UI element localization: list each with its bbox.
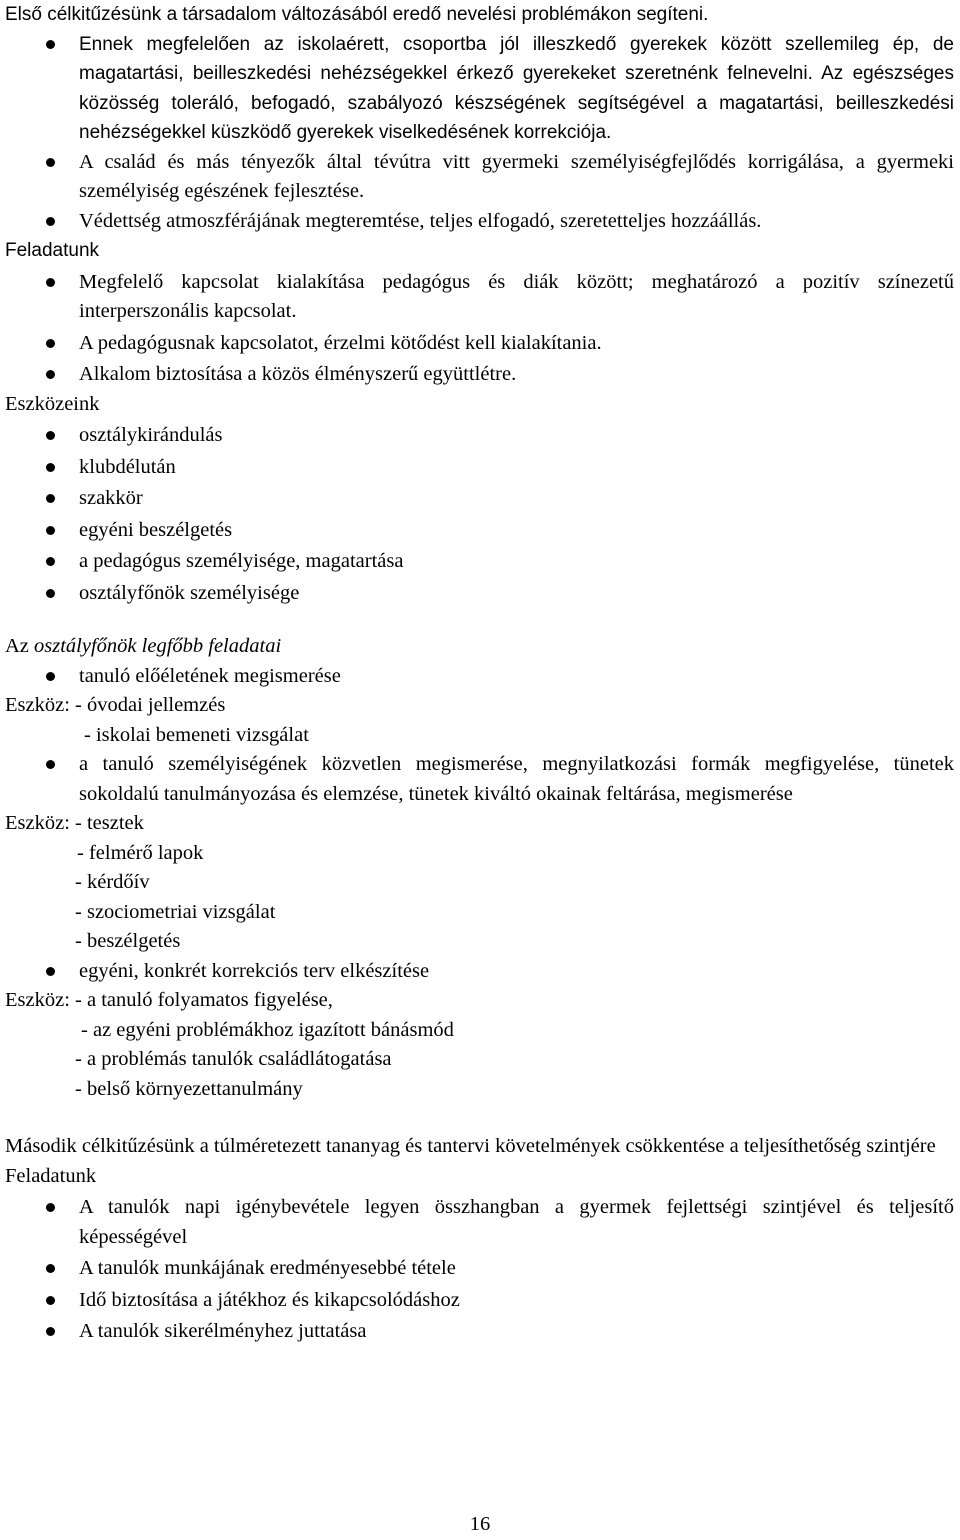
list-item: tanuló előéletének megismerése bbox=[5, 662, 954, 692]
list-item: egyéni, konkrét korrekciós terv elkészítése bbox=[5, 957, 954, 987]
goal-1-intro: Első célkitűzésünk a társadalom változásából eredő nevelési problémákon segíteni. bbox=[5, 4, 709, 25]
head-teacher-heading bbox=[5, 632, 954, 662]
tool-item: - iskolai bemeneti vizsgálat bbox=[84, 723, 309, 746]
tools-block-2 bbox=[5, 809, 954, 957]
tool-item: - beszélgetés bbox=[75, 930, 181, 952]
duty-list-3 bbox=[5, 957, 954, 987]
tasks-heading: Feladatunk bbox=[5, 240, 100, 261]
list-item: A tanulók napi igénybevétele legyen összhangban a gyermek fejlettségi szintjével és teljesítő képességével bbox=[5, 1193, 954, 1252]
list-item: A tanulók sikerélményhez juttatása bbox=[5, 1317, 954, 1347]
list-item: Alkalom biztosítása a közös élményszerű együttlétre. bbox=[5, 360, 954, 390]
goal-1-bullets bbox=[5, 30, 954, 237]
tool-item: - óvodai jellemzés bbox=[75, 694, 226, 716]
list-item: Ennek megfelelően az iskolaérett, csoportba jól illeszkedő gyerekek között szellemileg ép, de magatartási, beilleszkedési nehézségekkel érkező gyerekeket szeretnénk felnevelni. Az egészséges közösség toleráló, befogadó, szabályozó készségének segítségével a magatartási, beilleszkedési nehézségekkel küszködő gyerekek viselkedésének korrekciója. bbox=[5, 30, 954, 148]
list-item: osztályfőnök személyisége bbox=[5, 579, 954, 609]
tools-label: Eszköz: bbox=[5, 812, 76, 834]
goal-2-intro: Második célkitűzésünk a túlméretezett tananyag és tantervi követelmények csökkentése a teljesíthetőség szintjére bbox=[5, 1135, 936, 1157]
tools-block-1 bbox=[5, 691, 954, 750]
list-item: egyéni beszélgetés bbox=[5, 516, 954, 546]
heading-italic: osztályfőnök legfőbb feladatai bbox=[34, 635, 282, 657]
tasks-heading-2: Feladatunk bbox=[5, 1164, 97, 1187]
tool-item: - a problémás tanulók családlátogatása bbox=[75, 1048, 392, 1070]
list-item: Megfelelő kapcsolat kialakítása pedagógus és diák között; meghatározó a pozitív színezetű interperszonális kapcsolat. bbox=[5, 268, 954, 327]
tasks-list-2 bbox=[5, 1193, 954, 1347]
list-item: Védettség atmoszférájának megteremtése, teljes elfogadó, szeretetteljes hozzáállás. bbox=[5, 207, 954, 237]
tasks-list bbox=[5, 268, 954, 390]
list-item: a pedagógus személyisége, magatartása bbox=[5, 547, 954, 577]
tools-heading: Eszközeink bbox=[5, 392, 100, 415]
list-item: Idő biztosítása a játékhoz és kikapcsolódáshoz bbox=[5, 1286, 954, 1316]
tools-block-3 bbox=[5, 986, 954, 1104]
list-item: A pedagógusnak kapcsolatot, érzelmi kötődést kell kialakítania. bbox=[5, 329, 954, 359]
tools-list bbox=[5, 421, 954, 608]
tools-label: Eszköz: bbox=[5, 694, 76, 716]
tool-item: - szociometriai vizsgálat bbox=[75, 900, 276, 923]
list-item: A család és más tényezők által tévútra vitt gyermeki személyiségfejlődés korrigálása, a gyermeki személyiség egészének fejlesztése. bbox=[5, 148, 954, 207]
list-item: A tanulók munkájának eredményesebbé tétele bbox=[5, 1254, 954, 1284]
tool-item: - a tanuló folyamatos figyelése, bbox=[75, 989, 333, 1011]
list-item: klubdélután bbox=[5, 453, 954, 483]
duty-list-1 bbox=[5, 662, 954, 692]
list-item: a tanuló személyiségének közvetlen megismerése, megnyilatkozási formák megfigyelése, tünetek sokoldalú tanulmányozása és elemzése, tünetek kiváltó okainak feltárása, megismerése bbox=[5, 750, 954, 809]
heading-plain: Az bbox=[5, 635, 29, 657]
tool-item: - az egyéni problémákhoz igazított bánásmód bbox=[81, 1018, 454, 1041]
list-item: szakkör bbox=[5, 484, 954, 514]
tool-item: - tesztek bbox=[75, 812, 144, 834]
tool-item: - kérdőív bbox=[75, 871, 150, 893]
tool-item: - felmérő lapok bbox=[77, 841, 204, 864]
duty-list-2 bbox=[5, 750, 954, 809]
page-number: 16 bbox=[469, 1513, 491, 1535]
tools-label: Eszköz: bbox=[5, 989, 76, 1011]
tool-item: - belső környezettanulmány bbox=[75, 1077, 303, 1100]
list-item: osztálykirándulás bbox=[5, 421, 954, 451]
